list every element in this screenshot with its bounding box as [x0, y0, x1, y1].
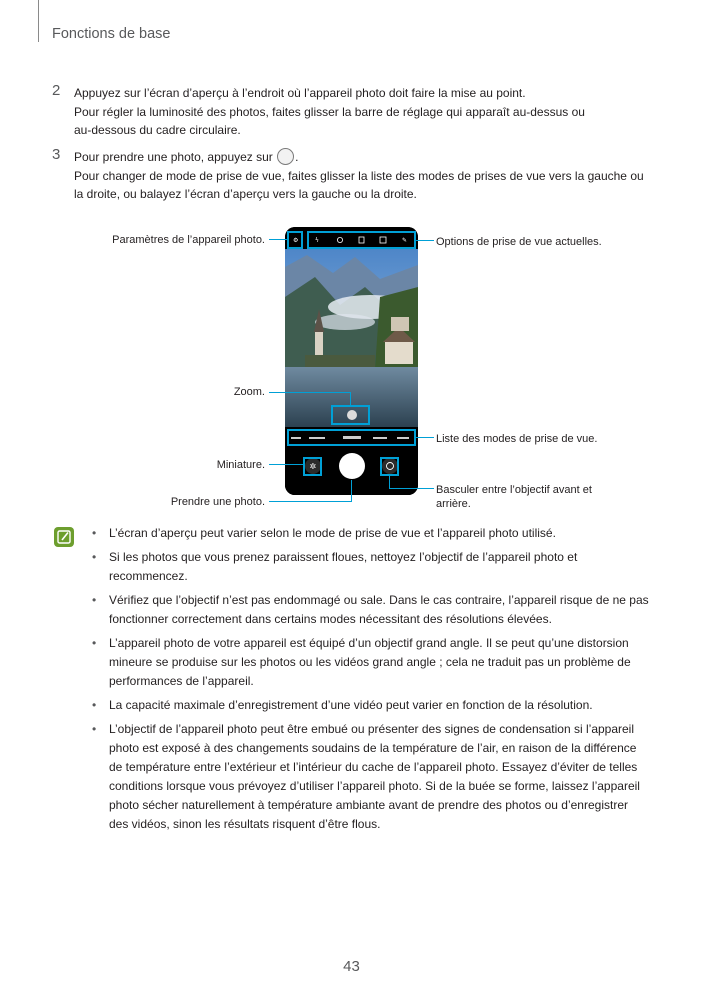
- callout-camera-settings: Paramètres de l’appareil photo.: [112, 234, 265, 246]
- step-line: au-dessous du cadre circulaire.: [74, 123, 241, 137]
- switch-highlight: [380, 457, 399, 476]
- shutter-icon: [277, 148, 294, 165]
- margin-rule: [38, 0, 39, 42]
- leader-line: [389, 488, 434, 489]
- step-2: [52, 84, 664, 140]
- step-line: la droite, ou balayez l’écran d’aperçu vers la gauche ou la droite.: [74, 187, 417, 201]
- mode-list-highlight: [287, 429, 416, 446]
- note-line: Vérifiez que l’objectif n’est pas endommagé ou sale. Dans le cas contraire, l’appareil risque de ne pas: [109, 593, 649, 607]
- phone-screen: [285, 227, 418, 495]
- leader-line: [269, 392, 350, 393]
- callout-line: Basculer entre l’objectif avant et: [436, 484, 592, 496]
- leader-line: [350, 392, 351, 405]
- thumbnail-highlight: [303, 457, 322, 476]
- leader-line: [351, 480, 352, 502]
- page-number: 43: [343, 958, 360, 975]
- step-text: .: [295, 150, 299, 164]
- note-line: de température entre l’extérieur et l’intérieur du cache de l’appareil photo. Essayez d’éviter de telles: [109, 760, 638, 774]
- step-text: Pour prendre une photo, appuyez sur: [74, 150, 273, 164]
- flash-icon[interactable]: ϟ: [315, 237, 319, 244]
- step-line: Pour régler la luminosité des photos, faites glisser la barre de réglage qui apparaît au-dessus ou: [74, 104, 585, 119]
- section-title: Fonctions de base: [52, 26, 171, 42]
- note-line: photo sécher naturellement à température ambiante avant de prendre des photos ou d’enregistrer: [109, 798, 628, 812]
- note-line: recommencez.: [109, 569, 188, 583]
- note-line: La capacité maximale d’enregistrement d’une vidéo peut varier en fonction de la résolution.: [109, 698, 593, 712]
- note-line: conditions lorsque vous prévoyez d’utiliser l’appareil photo. Si de la buée se forme, laissez l’appareil: [109, 779, 640, 793]
- bullet: •: [92, 636, 97, 650]
- list-item: [92, 591, 652, 629]
- step-line: [74, 148, 664, 167]
- leader-line: [416, 437, 434, 438]
- leader-line: [269, 239, 287, 240]
- list-item: [92, 548, 652, 586]
- callout-mode-list: Liste des modes de prise de vue.: [436, 433, 598, 445]
- notes-list: [92, 524, 652, 839]
- callout-zoom: Zoom.: [233, 386, 265, 398]
- bullet: •: [92, 698, 97, 712]
- callout-switch-lens: [436, 483, 592, 511]
- list-item: [92, 634, 652, 691]
- callout-take-photo: Prendre une photo.: [170, 496, 265, 508]
- settings-highlight: [287, 231, 303, 249]
- leader-line: [269, 464, 303, 465]
- callout-current-options: Options de prise de vue actuelles.: [436, 236, 602, 248]
- bullet: •: [92, 550, 97, 564]
- step-number: 2: [52, 82, 61, 99]
- step-number: 3: [52, 146, 61, 163]
- note-line: Si les photos que vous prenez paraissent floues, nettoyez l’objectif de l’appareil photo et: [109, 550, 578, 564]
- note-line: L’objectif de l’appareil photo peut être embué ou présenter des signes de condensation si l’appareil: [109, 722, 635, 736]
- step-line: Appuyez sur l’écran d’aperçu à l’endroit où l’appareil photo doit faire la mise au point.: [74, 86, 526, 100]
- pen-note-icon: [54, 527, 74, 547]
- note-line: fonctionner correctement dans certains modes nécessitant des résolutions élevées.: [109, 612, 552, 626]
- callout-thumbnail: Miniature.: [216, 459, 265, 471]
- zoom-highlight: [331, 405, 370, 425]
- bullet: •: [92, 722, 97, 736]
- list-item: [92, 524, 652, 543]
- shutter-icon[interactable]: [339, 453, 365, 479]
- svg-text:✲: ✲: [309, 462, 317, 471]
- note-line: L’écran d’aperçu peut varier selon le mode de prise de vue et l’appareil photo utilisé.: [109, 526, 556, 540]
- note-line: photo est exposé à des changements soudains de la température de l’air, en raison de la différence: [109, 741, 637, 755]
- note-line: mineure se produise sur les photos ou les vidéos grand angle ; cela ne traduit pas un problème de: [109, 655, 631, 669]
- list-item: [92, 720, 652, 834]
- note-line: des vidéos, sinon les résultats risquent d’être flous.: [109, 817, 381, 831]
- bullet: •: [92, 526, 97, 540]
- camera-preview: [285, 227, 418, 495]
- step-3: [52, 148, 664, 204]
- bullet: •: [92, 593, 97, 607]
- list-item: [92, 696, 652, 715]
- options-highlight: [307, 231, 416, 249]
- filter-icon[interactable]: ✎: [402, 237, 408, 244]
- step-line: Pour changer de mode de prise de vue, faites glisser la liste des modes de prises de vue vers la gauche ou: [74, 168, 644, 183]
- note-line: L’appareil photo de votre appareil est équipé d’un objectif grand angle. Il se peut qu’une distorsion: [109, 636, 629, 650]
- leader-line: [416, 240, 434, 241]
- settings-icon[interactable]: ⚙: [293, 237, 299, 244]
- leader-line: [269, 501, 352, 502]
- callout-line: arrière.: [436, 498, 471, 510]
- note-line: performances de l’appareil.: [109, 674, 254, 688]
